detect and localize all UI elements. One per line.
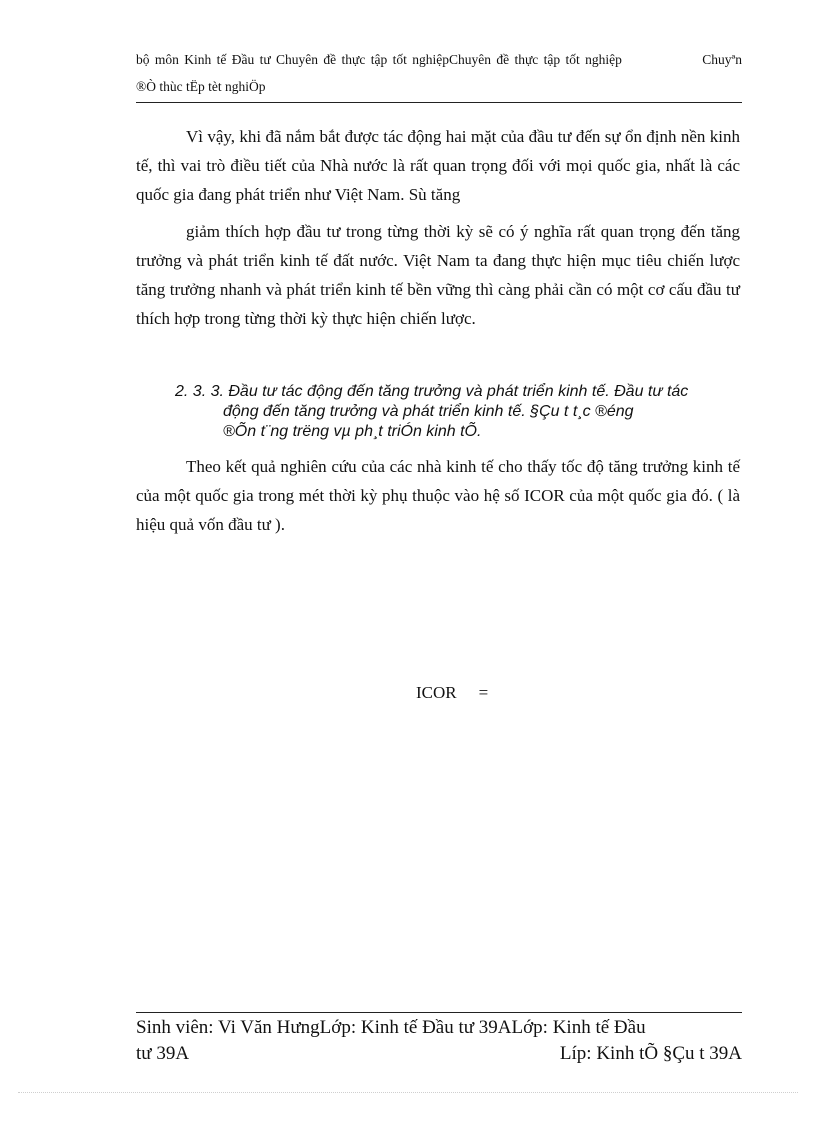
page-footer [136,1012,742,1067]
heading-line-2: động đến tăng trưởng và phát triển kinh tế. §Çu t t¸c ®éng [223,403,634,420]
formula-lhs: ICOR [416,683,457,702]
header-line-2: ®Ò thùc tËp tèt nghiÖp [136,79,266,94]
paragraph-2 [136,217,740,333]
header-line-1 [136,46,742,73]
paragraph-1-text: Vì vậy, khi đã nắm bắt được tác động hai mặt của đầu tư đến sự ổn định nền kinh tế, thì vai trò điều tiết của Nhà nước là rất quan trọng đối với mọi quốc gia, nhất là các quốc gia đang phát triển như Việt Nam. Sù tăng [136,127,740,204]
section-heading [175,382,740,442]
paragraph-2-text: giảm thích hợp đầu tư trong từng thời kỳ sẽ có ý nghĩa rất quan trọng đến tăng trưởng và phát triển kinh tế đất nước. Việt Nam ta đang thực hiện mục tiêu chiến lược tăng trưởng nhanh và phát triển kinh tế bền vững thì càng phải cần có một cơ cấu đầu tư thích hợp trong từng thời kỳ thực hiện chiến lược. [136,222,740,328]
heading-line-3: ®Õn t¨ng trëng vµ ph¸t triÓn kinh tÕ. [223,423,482,440]
heading-line-1: 2. 3. 3. Đầu tư tác động đến tăng trưởng và phát triển kinh tế. Đầu tư tác [175,383,689,400]
paragraph-1 [136,122,740,209]
paragraph-3-text: Theo kết quả nghiên cứu của các nhà kinh tế cho thấy tốc độ tăng trưởng kinh tế của một quốc gia trong mét thời kỳ phụ thuộc vào hệ số ICOR của một quốc gia đó. ( là hiệu quả vốn đầu tư ). [136,457,740,534]
footer-line-1: Sinh viên: Vi Văn HưngLớp: Kinh tế Đầu tư 39ALớp: Kinh tế Đầu [136,1017,646,1038]
paragraph-3 [136,452,740,539]
footer-line-2 [136,1041,742,1067]
page-header [136,46,742,103]
footer-line-2-right: Líp: Kinh tÕ §Çu t 39A [559,1043,742,1064]
icor-formula [416,683,488,703]
header-left-text: bộ môn Kinh tế Đầu tư Chuyên đề thực tập tốt nghiệpChuyên đề thực tập tốt nghiệp [136,52,622,67]
page-bottom-divider [18,1092,798,1093]
footer-line-2-left: tư 39A [136,1043,190,1064]
formula-equals: = [478,683,489,702]
header-right-text: Chuyªn [702,52,742,67]
